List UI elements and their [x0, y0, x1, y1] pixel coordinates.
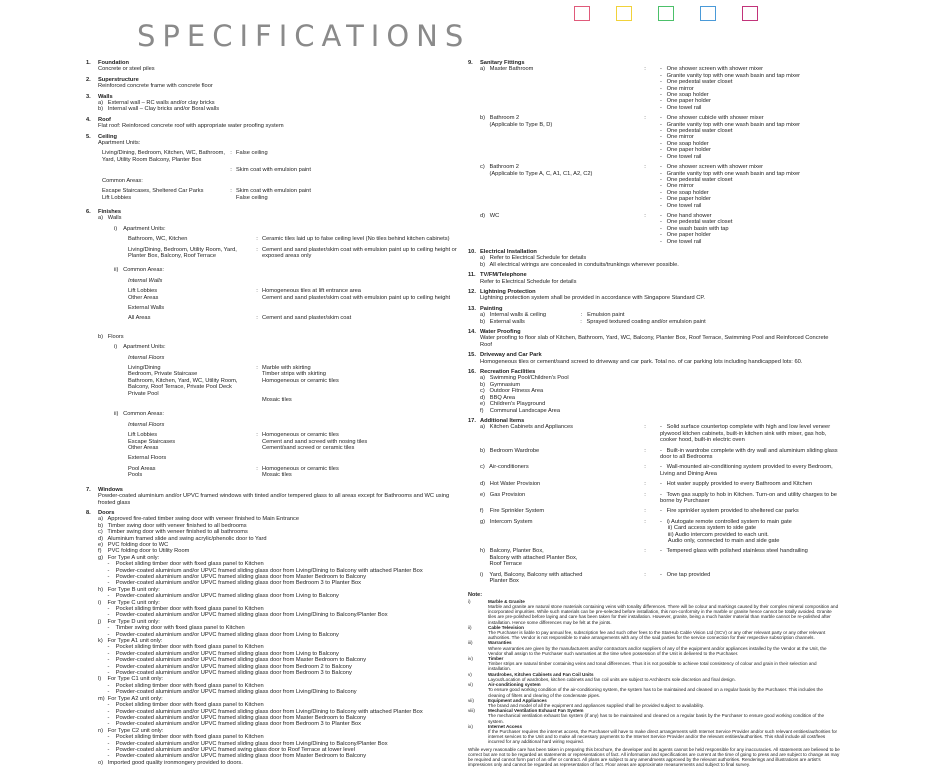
spec-row: [480, 548, 840, 567]
section-number: 13.: [468, 305, 476, 312]
section-finishes: 6. Finishes a) Walls i) Apartment Units: Bathroom, WC, Kitchen : Ceramic tiles laid up to false ceiling level (No tiles behind kitchen cabinets) Living/Dining, Bedroom, Utility Room, Yard, Planter Box, Balcony, Roof Terrace : Cement and sand plaster/skim coat with emulsion paint up to ceiling height or exposed areas only ii) Common Areas: Internal Walls Lift Lobbies Other Areas : Homogeneous tiles at lift entrance area Cement and sand plaster/skim coat with emulsion paint up to ceiling height External Walls All Areas : Cement and sand plaster/skim coat b) Floors i) Apartment Units: Internal Floors Living/Dining Bedroom, Private Staircase Bathroom, Kitchen, Yard, WC, Utility Room, Balcony, Roof Terrace, Private Pool Deck Private Pool : Marble with skirting Timber strips with skirting Homogeneous or ceramic tiles Mosaic tiles ii) Common Areas: Internal Floors Lift Lobbies Escape Staircases Other Areas : Homogeneous or ceramic tiles Cement and sand screed with nosing tiles Cement/sand screed or ceramic tiles External Floors Pool Areas Pools : Homogeneous or ceramic tiles Mosaic tiles: [86, 209, 466, 483]
colon: :: [644, 66, 646, 73]
note-heading: Mechanical Ventilation Exhaust Fan System: [488, 708, 584, 714]
note-item: [468, 599, 840, 625]
row-label: Common Areas:: [102, 177, 143, 184]
spec-row: [480, 519, 840, 545]
note-item: [468, 698, 840, 708]
colon: :: [256, 288, 258, 295]
row-label: All Areas: [128, 315, 151, 322]
note-item: [468, 640, 840, 656]
row-label: c) Bathroom 2 (Applicable to Type A, C, A1, C1, A2, C2): [480, 164, 593, 177]
row-label: [102, 167, 226, 173]
row-label: Living/Dining Bedroom, Private Staircase Bathroom, Kitchen, Yard, WC, Utility Room, Balcony, Roof Terrace, Private Pool Deck Private Pool: [128, 365, 238, 397]
row-label: Bathroom, WC, Kitchen: [128, 236, 188, 243]
note-label: Note:: [468, 592, 483, 599]
note-text: Timber strips are natural timber containing veins and tonal differences. Thus it is not possible to achieve total consistency of colour and grain in their selection and installation.: [488, 661, 818, 672]
section-heading: TV/FM/Telephone: [480, 272, 527, 279]
row-value: - One shower screen with shower mixer - Granite vanity top with one wash basin and tap mixer - One pedestal water closet - One mirror - One soap holder - One paper holder - One towel rail: [660, 164, 801, 209]
colon: [252, 305, 262, 311]
spec-row: [480, 572, 840, 585]
ceiling-rows: [86, 150, 466, 204]
spec-row: [128, 247, 466, 260]
colon: :: [256, 315, 258, 322]
row-value: - One shower screen with shower mixer - Granite vanity top with one wash basin and tap mixer - One pedestal water closet - One mirror - One soap holder - One paper holder - One towel rail: [660, 66, 801, 111]
note-item: [468, 656, 840, 672]
row-value: - Town gas supply to hob in Kitchen. Turn-on and utility charges to be borne by Purchaser: [660, 491, 839, 504]
section-text: Lightning protection system shall be provided in accordance with Singapore Standard CP.: [480, 295, 706, 302]
note-heading: Internet Access: [488, 723, 523, 729]
color-box: [700, 6, 716, 21]
colon: :: [230, 150, 232, 157]
row-value: - One tap provided: [660, 571, 711, 578]
colon: :: [644, 464, 646, 471]
spec-row: [480, 115, 840, 160]
spec-row: [480, 66, 840, 111]
row-value: - One shower cubicle with shower mixer - Granite vanity top with one wash basin and tap mixer - One pedestal water closet - One mirror - One soap holder - One paper holder - One towel rail: [660, 115, 801, 160]
row-value: Skim coat with emulsion paint: [236, 167, 311, 174]
section-additional: 17. Additional Items a) Kitchen Cabinets and Appliances : - Solid surface countertop complete with high and low level veneer plywood kitchen cabinets, built-in kitchen sink with mixer, gas hob, cooker hood, built-in electric oven b) Bedroom Wardrobe : - Built-in wardrobe complete with dry wall and aluminium sliding glass door to all Bedrooms c) Air-conditioners : - Wall-mounted air-conditioning system provided to every Bedroom, Living and Dining Area d) Hot Water Provision : - Hot water supply provided to every Bathroom and Kitchen e) Gas Provision : - Town gas supply to hob in Kitchen. Turn-on and utility charges to be borne by Purchaser f) Fire Sprinkler System : - Fire sprinkler system provided to sheltered car parks g) Intercom System : - i) Autogate remote controlled system to main gate ii) Card access system to side gate iii) Audio intercom provided to each unit. Audio only, connected to main and side gate h) Balcony, Planter Box, Balcony with attached Planter Box, Roof Terrace : - Tempered glass with polished stainless steel handrailing i) Yard, Balcony, Balcony with attached Planter Box : - One tap provided: [468, 417, 840, 585]
section-right_secs-6: [468, 369, 840, 414]
color-swatches: [574, 6, 758, 21]
colon: [252, 455, 262, 461]
note-number: iii): [468, 640, 473, 646]
row-value: Skim coat with emulsion paint False ceiling: [236, 188, 311, 201]
section-text: Homogeneous tiles or cement/sand screed to driveway and car park. Total no. of car parking lots including handicapped lots: 60.: [480, 358, 803, 365]
spec-row: [480, 424, 840, 443]
colon: :: [644, 447, 646, 454]
spec-row: [128, 466, 466, 479]
spec-row: [102, 167, 466, 173]
spec-row: [480, 481, 840, 487]
section-heading: Superstructure: [98, 76, 139, 83]
row-value: - Hot water supply provided to every Bathroom and Kitchen: [660, 481, 813, 488]
note-number: v): [468, 671, 472, 677]
section-text: a) Internal walls & ceiling : Emulsion paint b) External walls : Sprayed textured coating and/or emulsion paint: [480, 312, 706, 325]
note-heading: Marble & Granite: [488, 598, 525, 604]
note-heading: Warranties: [488, 640, 512, 646]
row-label: External Floors: [128, 455, 167, 462]
note-number: iv): [468, 656, 473, 662]
section-right_secs-5: [468, 352, 840, 365]
row-label: d) WC: [480, 212, 500, 219]
colon: :: [256, 236, 258, 243]
spec-row: [128, 288, 466, 301]
row-label: a) Kitchen Cabinets and Appliances: [480, 424, 573, 431]
section-text: Refer to Electrical Schedule for details: [480, 278, 577, 285]
row-value: Homogeneous tiles at lift entrance area Cement and sand plaster/skim coat with emulsion paint up to ceiling height: [262, 288, 451, 301]
section-number: 3.: [86, 93, 91, 100]
note-number: ix): [468, 723, 473, 729]
row-label: d) Hot Water Provision: [480, 481, 541, 488]
row-value: [262, 305, 466, 311]
row-label: Lift Lobbies Escape Staircases Other Areas: [128, 432, 176, 452]
section-right_secs-2: [468, 289, 840, 302]
section-text: a) Swimming Pool/Children's Pool b) Gymnasium c) Outdoor Fitness Area d) BBQ Area e) Children's Playground f) Communal Landscape Area: [480, 375, 569, 414]
row-value: - Wall-mounted air-conditioning system provided to every Bedroom, Living and Dining Area: [660, 464, 835, 477]
spec-row: [480, 213, 840, 245]
note-number: ii): [468, 624, 472, 630]
section-doors: 8. Doors a) Approved fire-rated timber swing door with veneer finished to Main Entrance b) Timber swing door with veneer finished to all bedrooms c) Timber swing door with veneer finished to all bathrooms d) Aluminium framed slide and swing acrylic/phenolic door to Yard e) PVC folding door to WC f) PVC folding door to Utility Room g) For Type A unit only: - Pocket sliding timber door with fixed glass panel to Kitchen - Powder-coated aluminium and/or UPVC framed sliding glass door from Living/Dining to Balcony with attached Planter Box - Powder-coated aluminium and/or UPVC framed sliding glass door from Master Bedroom to Balcony - Powder-coated aluminium and/or UPVC framed sliding glass door from Bedroom 3 to Planter Box h) For Type B unit only: - Powder-coated aluminium and/or UPVC framed sliding glass door from Living to Balcony i) For Type C unit only: - Pocket sliding timber door with fixed glass panel to Kitchen - Powder-coated aluminium and/or UPVC framed sliding glass door from Living/Dining to Balcony/Planter Box j) For Type D unit only: - Timber swing door with fixed glass panel to Kitchen - Powder-coated aluminium and/or UPVC framed sliding glass door from Living to Balcony k) For Type A1 unit only: - Pocket sliding timber door with fixed glass panel to Kitchen - Powder-coated aluminium and/or UPVC framed sliding glass door from Living to Balcony - Powder-coated aluminium and/or UPVC framed sliding glass door from Master Bedroom to Balcony - Powder-coated aluminium and/or UPVC framed sliding glass door from Bedroom 2 to Balcony - Powder-coated aluminium and/or UPVC framed sliding glass door from Bedroom 3 to Balcony l) For Type C1 unit only: - Pocket sliding timber door with fixed glass panel to Kitchen - Powder-coated aluminium and/or UPVC framed sliding glass door from Living/Dining to Balcony m) For Type A2 unit only: - Pocket sliding timber door with fixed glass panel to Kitchen - Powder-coated aluminium and/or UPVC framed sliding glass door from Living/Dining to Balcony with attached Planter Box - Powder-coated aluminium and/or UPVC framed sliding glass door from Master Bedroom to Balcony - Powder-coated aluminium and/or UPVC framed sliding glass door from Bedroom 3 to Planter Box n) For Type C2 unit only: - Pocket sliding timber door with fixed glass panel to Kitchen - Powder-coated aluminium and/or UPVC framed sliding glass door from Living/Dining to Balcony/Planter Box - Powder-coated aluminium and/or UPVC framed swing glass door to Roof Terrace at lower level - Powder-coated aluminium and/or UPVC framed sliding glass door from Master Bedroom to Balcony o) Imported good quality ironmongery provided to doors.: [86, 509, 423, 766]
colon: :: [644, 571, 646, 578]
row-value: - Solid surface countertop complete with high and low level veneer plywood kitchen cabinets, built-in kitchen sink with mixer, gas hob, cooker hood, built-in electric oven: [660, 424, 832, 444]
note-text: If the Purchaser requires the internet access, the Purchaser will have to make direct arrangements with Internet Service Provider and/or such relevant entities/authorities for internet services to the Unit and to make all necessary payments to the Internet Service Provider and/or the relevant entities/authorities. This shall include all cost/fees incurred for any additional hard wiring required.: [488, 728, 839, 745]
colon: :: [256, 365, 258, 371]
colon: :: [256, 246, 258, 253]
color-box: [616, 6, 632, 21]
note-heading: Timber: [488, 656, 504, 662]
note-text: Marble and granite are natural stone materials containing veins with tonality differences. There will be colour and markings caused by their complex mineral composition and incorporated impurities. While such materials can be pre-selected before installation, this non-conformity in the marble or granite hence cannot be totally avoided. Granite tiles are pre-polished before laying and care has been taken for their installation. However, granite, being a much harder material than marble cannot be re-polished after installation. Hence some differences may be felt at the joints.: [488, 604, 840, 625]
row-label: Escape Staircases, Sheltered Car Parks Lift Lobbies: [102, 188, 204, 201]
row-label: e) Gas Provision: [480, 491, 526, 498]
row-label: b) Bathroom 2 (Applicable to Type B, D): [480, 115, 553, 128]
colon: :: [644, 424, 646, 431]
row-value: Ceramic tiles laid up to false ceiling level (No tiles behind kitchen cabinets): [262, 236, 450, 243]
section-left-2: [86, 94, 466, 113]
note-number: viii): [468, 708, 475, 714]
colon: :: [256, 465, 258, 472]
section-number: 15.: [468, 352, 476, 359]
note-number: i): [468, 598, 471, 604]
note-text: The mechanical ventilation exhaust fan system (if any) has to be maintained and cleaned on a regular basis by the Purchaser to ensure good working condition of the system.: [488, 713, 826, 724]
row-label: a) Master Bathroom: [480, 66, 534, 73]
section-number: 16.: [468, 369, 476, 376]
section-heading: Foundation: [98, 60, 129, 66]
note-text: To ensure good working condition of the air-conditioning system, the system has to be maintained and cleaned on a regular basis by the Purchaser. This includes the cleaning of filters and clearing of the condensate pipes.: [488, 687, 825, 698]
row-value: Cement and sand plaster/skim coat with emulsion paint up to ceiling height or exposed areas only: [262, 246, 459, 259]
note-item: [468, 625, 840, 641]
note-number: vi): [468, 682, 473, 688]
section-right_secs-4: [468, 329, 840, 348]
row-value: - Tempered glass with polished stainless steel handrailing: [660, 548, 808, 555]
row-value: False ceiling: [236, 150, 268, 157]
spec-row: [128, 432, 466, 451]
colon: :: [230, 188, 232, 195]
note-item: [468, 672, 840, 682]
color-box: [574, 6, 590, 21]
note-heading: Wardrobes, Kitchen Cabinets and Fan Coil Units: [488, 671, 594, 677]
row-value: Homogeneous or ceramic tiles Cement and sand screed with nosing tiles Cement/sand screed or ceramic tiles: [262, 432, 368, 452]
section-number: 12.: [468, 289, 476, 295]
note-text: The brand and model of all the equipment and appliances supplied shall be provided subject to availability.: [488, 702, 704, 708]
note-item: [468, 708, 840, 724]
section-left-1: [86, 77, 466, 90]
section-heading: Walls: [98, 93, 113, 100]
note-number: vii): [468, 697, 474, 703]
spec-row: [480, 508, 840, 514]
note-text: Where warranties are given by the manufacturers and/or contractors and/or suppliers of any of the equipment and/or appliances installed by the Vendor at the Unit, the Vendor shall assign to the Purchaser such warranties at the time when possession of the Unit is delivered to the Purchaser.: [488, 645, 828, 656]
section-text: Water proofing to floor slab of Kitchen, Bathroom, Yard, WC, Balcony, Planter Box, Roof Terrace, Swimming Pool and Reinforced Concrete Roof: [480, 335, 830, 348]
spec-row: [480, 164, 840, 209]
note-heading: Cable Television: [488, 624, 524, 630]
section-right_secs-0: [468, 249, 840, 268]
colon: [226, 178, 236, 184]
section-heading: Ceiling: [98, 133, 117, 140]
spec-row: [102, 150, 466, 163]
spec-row: [128, 305, 466, 311]
row-label: Living/Dining, Bedroom, Kitchen, WC, Bathroom, Yard, Utility Room Balcony, Planter Box: [102, 150, 227, 163]
colon: :: [644, 518, 646, 525]
colon: :: [230, 167, 232, 174]
row-value: Homogeneous or ceramic tiles Mosaic tiles: [262, 465, 339, 479]
row-value: - Built-in wardrobe complete with dry wall and aluminium sliding glass door to all Bedrooms: [660, 447, 840, 460]
color-box: [742, 6, 758, 21]
row-value: [262, 455, 466, 461]
note-text: Layout/Location of wardrobes, kitchen cabinets and fan coil units are subject to Architect's sole discretion and final design.: [488, 676, 736, 682]
colon: :: [644, 115, 646, 122]
section-heading: Painting: [480, 305, 503, 312]
spec-row: [128, 315, 466, 321]
right-column: [468, 60, 840, 767]
section-text: a) Refer to Electrical Schedule for details b) All electrical wirings are concealed in conduits/trunkings wherever possible.: [480, 255, 679, 268]
section-number: 1.: [86, 60, 91, 66]
row-label: Lift Lobbies Other Areas: [128, 288, 159, 301]
colon: :: [644, 212, 646, 219]
section-windows: 7. Windows Powder-coated aluminium and/or UPVC framed windows with tinted and/or tempered glass to all areas except for Bathrooms and WC using frosted glass: [86, 486, 451, 506]
row-value: - i) Autogate remote controlled system to main gate ii) Card access system to side gate iii) Audio intercom provided to each unit. Audio only, connected to main and side gate: [660, 518, 792, 544]
page-title: SPECIFICATIONS: [137, 19, 471, 53]
section-number: 5.: [86, 133, 91, 140]
row-label: External Walls: [128, 304, 165, 311]
colon: :: [644, 491, 646, 498]
section-left-0: [86, 60, 466, 73]
section-heading: Driveway and Car Park: [480, 352, 542, 359]
section-number: 4.: [86, 116, 91, 123]
section-heading: Electrical Installation: [480, 248, 537, 255]
section-heading: Water Proofing: [480, 329, 521, 336]
section-text: Concrete or steel piles: [98, 66, 155, 73]
section-heading: Lightning Protection: [480, 289, 536, 295]
row-value: - Fire sprinkler system provided to sheltered car parks: [660, 508, 799, 515]
row-label: f) Fire Sprinkler System: [480, 508, 545, 515]
row-value: - One hand shower - One pedestal water closet - One wash basin with tap - One paper holder - One towel rail: [660, 212, 733, 245]
section-number: 2.: [86, 76, 91, 83]
section-sanitary: 9. Sanitary Fittings a) Master Bathroom : - One shower screen with shower mixer - Granite vanity top with one wash basin and tap mixer - One pedestal water closet - One mirror - One soap holder - One paper holder - One towel rail b) Bathroom 2 (Applicable to Type B, D) : - One shower cubicle with shower mixer - Granite vanity top with one wash basin and tap mixer - One pedestal water closet - One mirror - One soap holder - One paper holder - One towel rail c) Bathroom 2 (Applicable to Type A, C, A1, C1, A2, C2) : - One shower screen with shower mixer - Granite vanity top with one wash basin and tap mixer - One pedestal water closet - One mirror - One soap holder - One paper holder - One towel rail d) WC : - One hand shower - One pedestal water closet - One wash basin with tap - One paper holder - One towel rail: [468, 60, 840, 249]
section-text: a) External wall – RC walls and/or clay bricks b) Internal wall – Clay bricks and/or Boral walls: [98, 100, 220, 113]
section-heading: Recreation Facilities: [480, 369, 536, 376]
section-number: 10.: [468, 248, 476, 255]
spec-row: [128, 365, 466, 403]
disclaimer: While every reasonable care has been taken in preparing this brochure, the developer and its agents cannot be held responsible for any inaccuracies. All statements are believed to be correct but are not to be regarded as statements or representations of fact. All information and specifications are current at the time of going to press and are subject to change as may be required and cannot form part of an offer or contract. All plans are subject to any amendments approved by the relevant authorities. Renderings and illustrations are artist's impressions only and cannot be regarded as representation of fact. Floor areas are approximate measurements and subject to final survey.: [468, 746, 842, 767]
note-text: The Purchaser is liable to pay annual fee, subscription fee and such other fees to the StarHub Cable Vision Ltd (SCV) or any other relevant party or any other relevant authorities. The Vendor is not responsible to make arrangements with any of the said parties for the service connection for their respective subscription channels.: [488, 630, 827, 641]
spec-row: [128, 455, 466, 461]
colon: :: [256, 432, 258, 439]
row-label: b) Bedroom Wardrobe: [480, 447, 540, 454]
section-left-3: [86, 117, 466, 130]
colon: :: [644, 481, 646, 488]
section-right_secs-3: [468, 306, 840, 325]
row-value: Marble with skirting Timber strips with skirting Homogeneous or ceramic tiles Mosaic tiles: [262, 365, 339, 404]
finishes-heading: Finishes: [98, 208, 122, 215]
row-label: h) Balcony, Planter Box, Balcony with attached Planter Box, Roof Terrace: [480, 548, 578, 568]
section-number: 11.: [468, 272, 476, 279]
note-heading: Equipment and Appliances: [488, 697, 547, 703]
note-item: [468, 682, 840, 698]
row-label: i) Yard, Balcony, Balcony with attached Planter Box: [480, 571, 583, 585]
row-value: [236, 178, 466, 184]
section-right_secs-1: [468, 272, 840, 285]
section-text: Flat roof: Reinforced concrete roof with appropriate water proofing system: [98, 123, 284, 130]
section-number: 14.: [468, 329, 476, 336]
row-label: g) Intercom System: [480, 518, 533, 525]
spec-row: [480, 492, 840, 505]
spec-row: [128, 236, 466, 242]
note-item: [468, 724, 840, 745]
section-text: Reinforced concrete frame with concrete floor: [98, 83, 213, 90]
spec-row: [480, 448, 840, 461]
spec-row: [102, 178, 466, 184]
section-left-4: [86, 134, 466, 147]
left-column: [86, 60, 466, 766]
row-label: c) Air-conditioners: [480, 464, 529, 471]
colon: :: [644, 508, 646, 515]
color-box: [658, 6, 674, 21]
row-label: Living/Dining, Bedroom, Utility Room, Yard, Planter Box, Balcony, Roof Terrace: [128, 246, 239, 259]
spec-row: [102, 188, 466, 201]
row-value: Cement and sand plaster/skim coat: [262, 315, 352, 322]
note-heading: Air-conditioning system: [488, 682, 541, 688]
section-heading: Roof: [98, 116, 111, 123]
row-label: Pool Areas Pools: [128, 465, 156, 479]
colon: :: [644, 548, 646, 555]
spec-row: [480, 464, 840, 477]
section-text: Apartment Units:: [98, 140, 141, 147]
colon: :: [644, 164, 646, 171]
